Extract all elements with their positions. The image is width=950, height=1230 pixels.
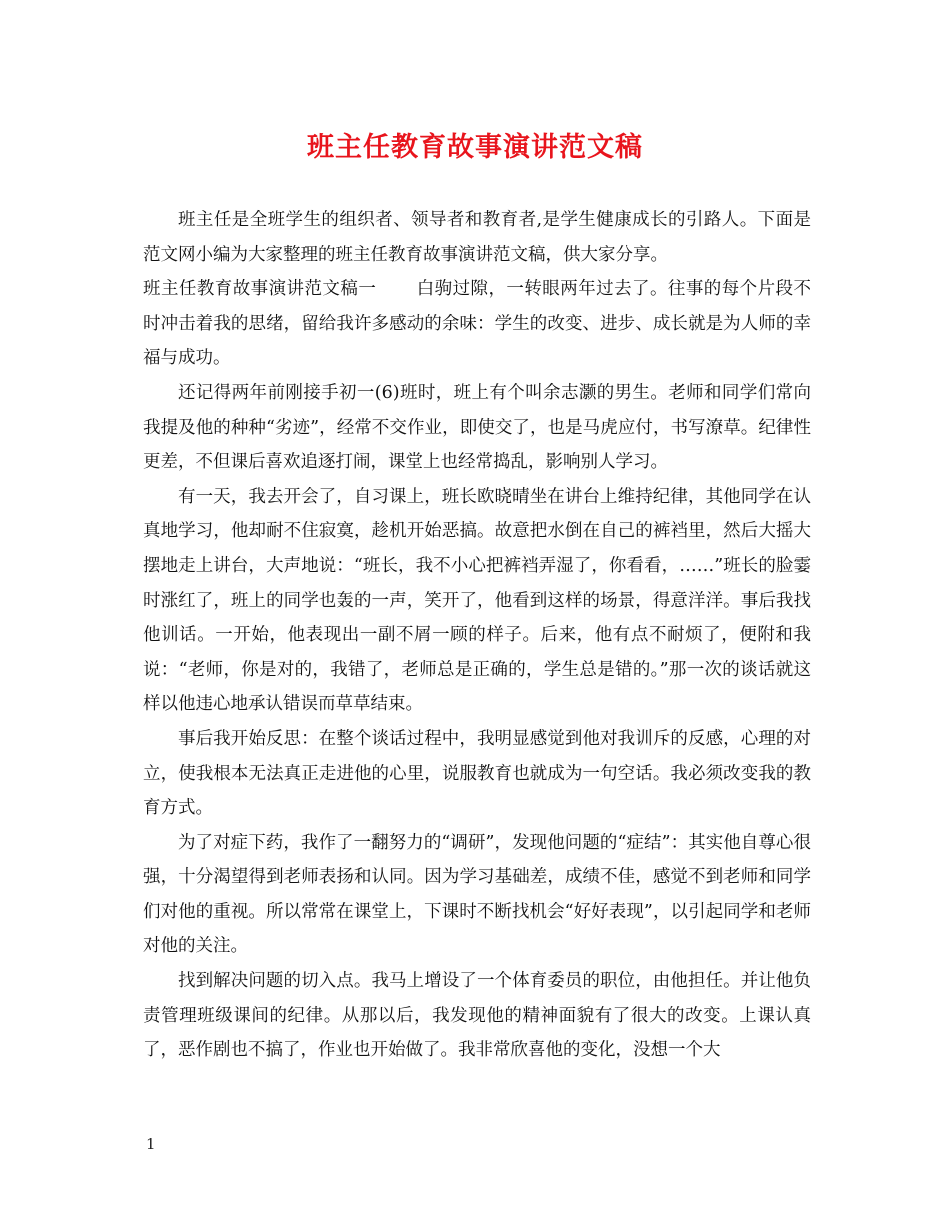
body-paragraph: 还记得两年前刚接手初一(6)班时，班上有个叫余志灏的男生。老师和同学们常向我提及他的种种“劣迹”，经常不交作业，即使交了，也是马虎应付，书写潦草。纪律性更差，不但课后喜欢追逐打闹，课堂上也经常捣乱，影响别人学习。 xyxy=(143,382,811,473)
intro-paragraph: 班主任是全班学生的组织者、领导者和教育者,是学生健康成长的引路人。下面是范文网小编为大家整理的班主任教育故事演讲范文稿，供大家分享。 xyxy=(143,210,811,265)
body-paragraph: 为了对症下药，我作了一翻努力的“调研”，发现他问题的“症结”：其实他自尊心很强，十分渴望得到老师表扬和认同。因为学习基础差，成绩不佳，感觉不到老师和同学们对他的重视。所以常常在课堂上，下课时不断找机会“好好表现”，以引起同学和老师对他的关注。 xyxy=(143,832,811,957)
section-heading: 班主任教育故事演讲范文稿一 xyxy=(143,279,377,300)
body-paragraph: 有一天，我去开会了，自习课上，班长欧晓晴坐在讲台上维持纪律，其他同学在认真地学习，他却耐不住寂寞，趁机开始恶搞。故意把水倒在自己的裤裆里，然后大摇大摆地走上讲台，大声地说：“班长，我不小心把裤裆弄湿了，你看看，……”班长的脸霎时涨红了，班上的同学也轰的一声，笑开了，他看到这样的场景，得意洋洋。事后我找他训话。一开始，他表现出一副不屑一顾的样子。后来，他有点不耐烦了，便附和我说：“老师，你是对的，我错了，老师总是正确的，学生总是错的。”那一次的谈话就这样以他违心地承认错误而草草结束。 xyxy=(143,486,811,715)
document-body xyxy=(143,203,811,1068)
body-paragraph: 事后我开始反思：在整个谈话过程中，我明显感觉到他对我训斥的反感，心理的对立，使我根本无法真正走进他的心里，说服教育也就成为一句空话。我必须改变我的教育方式。 xyxy=(143,728,811,819)
body-paragraph: 找到解决问题的切入点。我马上增设了一个体育委员的职位，由他担任。并让他负责管理班级课间的纪律。从那以后，我发现他的精神面貌有了很大的改变。上课认真了，恶作剧也不搞了，作业也开始做了。我非常欣喜他的变化，没想一个大 xyxy=(143,971,811,1061)
section-first-paragraph xyxy=(143,272,811,376)
document-title: 班主任教育故事演讲范文稿 xyxy=(307,132,643,163)
section-first-paragraph-text: 白驹过隙，一转眼两年过去了。往事的每个片段不时冲击着我的思绪，留给我许多感动的余味：学生的改变、进步、成长就是为人师的幸福与成功。 xyxy=(143,279,812,369)
page-number: 1 xyxy=(146,1135,156,1153)
